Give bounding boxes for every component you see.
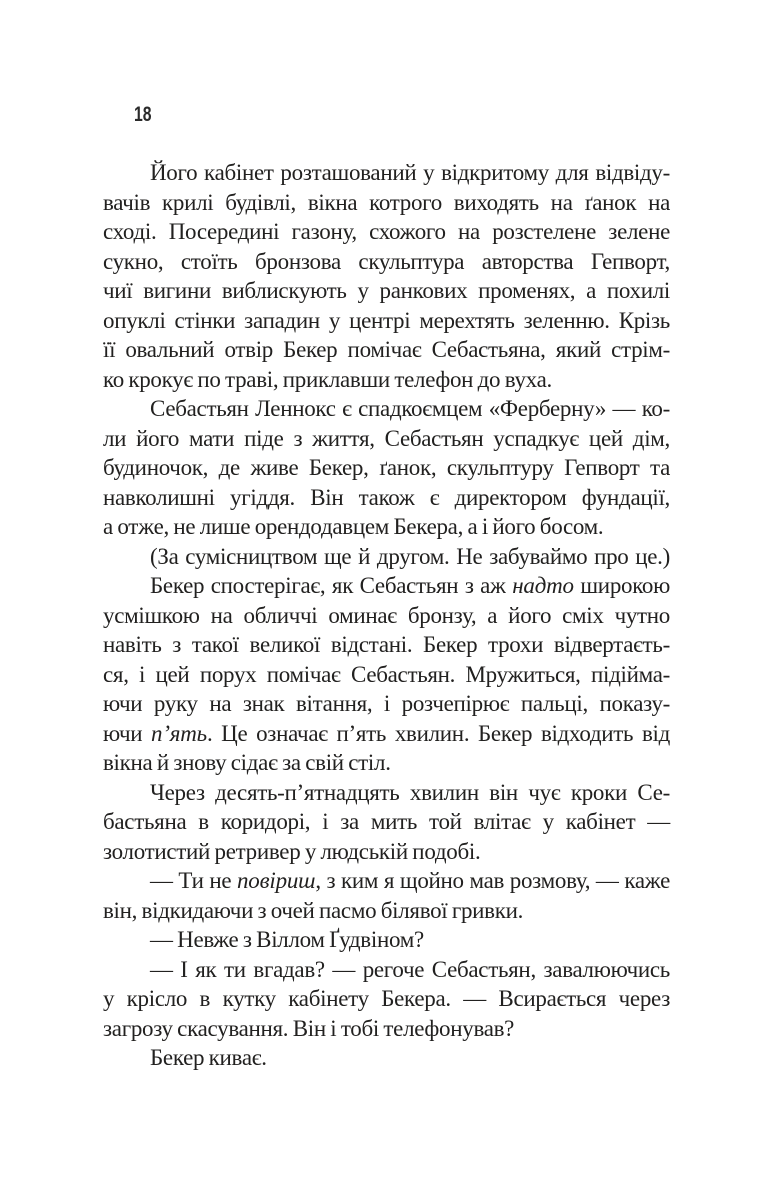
text-line xyxy=(103,955,670,985)
text-segment: сході. Посередині газону, схожого на розстелене зелене xyxy=(103,219,670,244)
text-segment: , з ким я щойно мав розмову, — каже xyxy=(315,868,670,893)
text-segment: широкою xyxy=(573,573,671,598)
text-segment: вікна й знову сідає за свій стіл. xyxy=(103,750,391,775)
page-number: 18 xyxy=(134,103,152,126)
text-line xyxy=(103,630,670,660)
text-line xyxy=(103,719,670,749)
text-line xyxy=(103,1043,670,1073)
text-line xyxy=(103,748,670,778)
text-line xyxy=(103,158,670,188)
text-block xyxy=(103,158,670,1073)
text-segment: золотистий ретривер у людській подобі. xyxy=(103,838,481,864)
text-segment: Через десять-п’ятнадцять хвилин він чує кроки Се- xyxy=(150,779,670,805)
text-segment: Себастьян Леннокс є спадкоємцем «Ферберну» — ко- xyxy=(150,396,670,421)
text-segment: навколишні угіддя. Він також є директором фундації, xyxy=(103,484,670,510)
paragraph xyxy=(103,1043,670,1073)
text-segment: він, відкидаючи з очей пасмо білявої гривки. xyxy=(103,897,524,923)
paragraph xyxy=(103,394,670,542)
text-segment: — Ти не xyxy=(150,868,237,893)
paragraph xyxy=(103,955,670,1044)
italic-text: п’ять xyxy=(151,720,207,746)
text-segment: ючи xyxy=(103,720,152,746)
text-line xyxy=(103,512,670,542)
paragraph xyxy=(103,778,670,867)
paragraph xyxy=(103,571,670,778)
text-segment: навіть з такої великої відстані. Бекер трохи відвертаєть- xyxy=(103,632,670,657)
text-line xyxy=(103,601,670,631)
italic-text: повіриш xyxy=(237,868,316,893)
text-segment: бастьяна в коридорі, і за мить той влітає у кабінет — xyxy=(103,809,670,834)
text-segment: ко крокує по траві, приклавши телефон до вуха. xyxy=(103,366,552,392)
text-line xyxy=(103,335,670,365)
text-segment: чиї вигини виблискують у ранкових променях, а похилі xyxy=(103,278,670,303)
text-line xyxy=(103,453,670,483)
text-line xyxy=(103,778,670,808)
text-line xyxy=(103,866,670,896)
paragraph xyxy=(103,542,670,572)
text-line xyxy=(103,1014,670,1044)
text-line xyxy=(103,689,670,719)
text-segment: загрозу скасування. Він і тобі телефонував? xyxy=(103,1015,515,1041)
text-segment: . Це означає п’ять хвилин. Бекер відходить від xyxy=(206,720,670,746)
text-segment: — І як ти вгадав? — регоче Себастьян, завалюючись xyxy=(150,956,670,982)
text-line xyxy=(103,984,670,1014)
text-segment: ючи руку на знак вітання, і розчепірює пальці, показу- xyxy=(103,691,670,716)
text-segment: — Невже з Віллом Ґудвіном? xyxy=(150,927,424,952)
text-segment: сукно, стоїть бронзова скульптура авторства Гепворт, xyxy=(103,248,670,274)
paragraph xyxy=(103,925,670,955)
text-line xyxy=(103,896,670,926)
text-line xyxy=(103,660,670,690)
text-segment: Його кабінет розташований у відкритому для відвіду- xyxy=(150,160,670,185)
text-segment: (За сумісництвом ще й другом. Не забуваймо про це.) xyxy=(150,543,670,569)
text-line xyxy=(103,217,670,247)
text-segment: опуклі стінки западин у центрі мерехтять зеленню. Крізь xyxy=(103,307,670,333)
text-segment: усмішкою на обличчі оминає бронзу, а його сміх чутно xyxy=(103,602,670,628)
text-line xyxy=(103,483,670,513)
text-segment: її овальний отвір Бекер помічає Себастьяна, який стрім- xyxy=(103,337,670,362)
text-segment: ся, і цей порух помічає Себастьян. Мружиться, підійма- xyxy=(103,661,670,687)
text-line xyxy=(103,542,670,572)
text-line xyxy=(103,925,670,955)
text-segment: вачів крилі будівлі, вікна котрого виходять на ґанок на xyxy=(103,189,670,215)
text-segment: Бекер киває. xyxy=(150,1045,267,1070)
text-line xyxy=(103,365,670,395)
paragraph xyxy=(103,866,670,925)
text-segment: у крісло в кутку кабінету Бекера. — Всирається через xyxy=(103,986,670,1011)
text-line xyxy=(103,424,670,454)
text-line xyxy=(103,188,670,218)
text-line xyxy=(103,807,670,837)
text-line xyxy=(103,276,670,306)
italic-text: надто xyxy=(512,573,574,598)
text-line xyxy=(103,247,670,277)
paragraph xyxy=(103,158,670,394)
text-line xyxy=(103,306,670,336)
text-segment: будиночок, де живе Бекер, ґанок, скульптуру Гепворт та xyxy=(103,455,670,480)
text-line xyxy=(103,837,670,867)
text-line xyxy=(103,571,670,601)
text-segment: Бекер спостерігає, як Себастьян з аж xyxy=(150,573,513,598)
text-segment: ли його мати піде з життя, Себастьян успадкує цей дім, xyxy=(103,425,670,451)
text-segment: а отже, не лише орендодавцем Бекера, а і його босом. xyxy=(103,514,604,539)
text-line xyxy=(103,394,670,424)
